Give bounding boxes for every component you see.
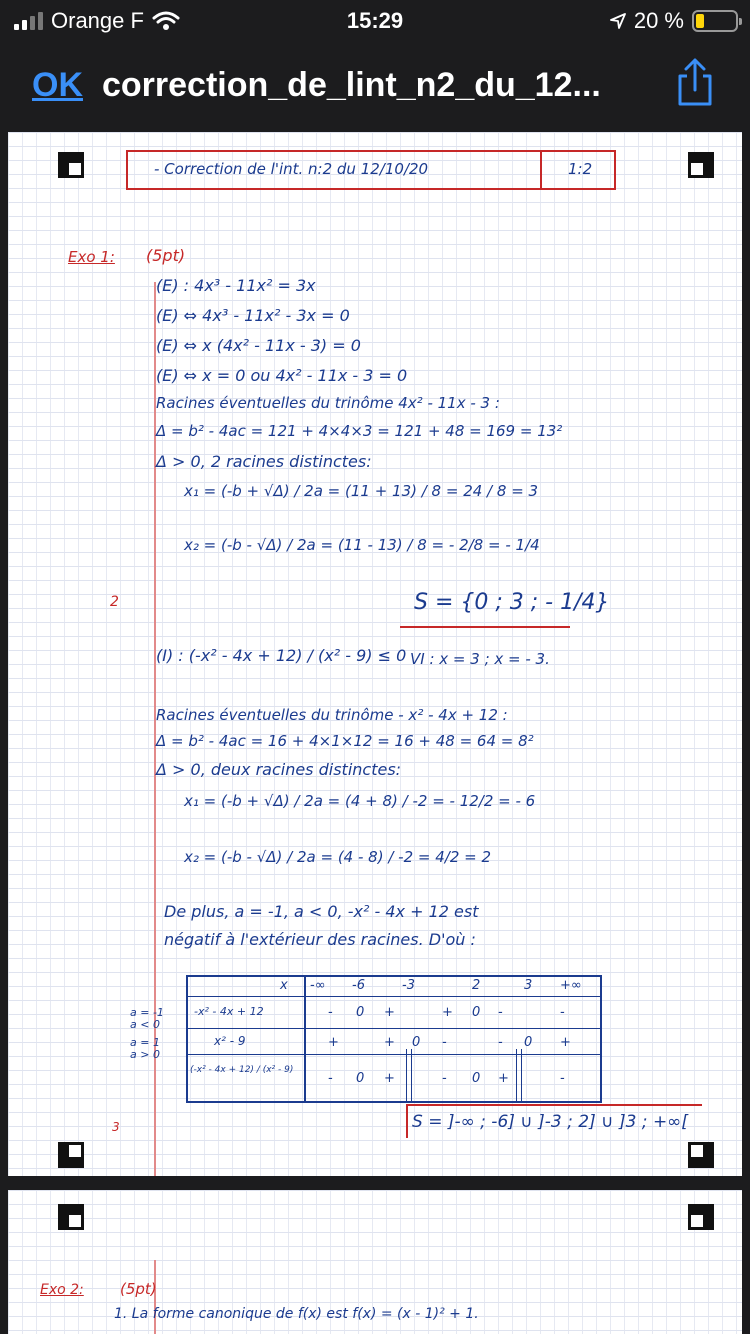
sign-cell: + — [560, 1035, 571, 1050]
sign-cell: - — [498, 1005, 503, 1020]
exo1-label: Exo 1: — [68, 248, 115, 266]
corner-marker-icon — [688, 1204, 714, 1230]
exo1-line-4: (E) ⇔ x = 0 ou 4x² - 11x - 3 = 0 — [156, 366, 408, 385]
header-divider — [540, 152, 542, 188]
status-right — [610, 8, 738, 34]
sign-cell: - — [442, 1071, 447, 1086]
ineq-delta: Δ = b² - 4ac = 16 + 4×1×12 = 16 + 48 = 64 = 8² — [156, 732, 534, 750]
sign-cell: - — [328, 1005, 333, 1020]
sign-cell: - — [560, 1071, 565, 1086]
ineq-root-x1: x₁ = (-b + √Δ) / 2a = (4 + 8) / -2 = - 12/2 = - 6 — [184, 792, 536, 810]
page-header-box — [126, 150, 616, 190]
margin-score-3: 3 — [112, 1120, 120, 1134]
sign-table-row-label: x² - 9 — [214, 1034, 246, 1048]
ineq-delta-positive: Δ > 0, deux racines distinctes: — [156, 760, 402, 779]
nav-bar — [0, 40, 750, 130]
battery-fill — [696, 14, 704, 28]
solution-box-top — [406, 1104, 702, 1106]
exo1-line-5: Racines éventuelles du trinôme 4x² - 11x - 3 : — [156, 394, 500, 412]
battery-icon — [692, 10, 738, 32]
sign-table-header-value: -3 — [402, 978, 415, 993]
ineq-line-6: négatif à l'extérieur des racines. D'où : — [164, 930, 476, 949]
sign-cell: 0 — [356, 1005, 365, 1020]
carrier-name: Orange F — [51, 8, 144, 33]
forbidden-value-bar — [406, 1049, 412, 1103]
ineq-line-5: De plus, a = -1, a < 0, -x² - 4x + 12 est — [164, 902, 479, 921]
ineq-forbidden-values: VI : x = 3 ; x = - 3. — [410, 650, 550, 668]
sign-cell: + — [442, 1005, 453, 1020]
sign-cell: - — [498, 1035, 503, 1050]
sign-cell: + — [384, 1005, 395, 1020]
exo1-line-2: (E) ⇔ 4x³ - 11x² - 3x = 0 — [156, 306, 350, 325]
exo1-line-1: (E) : 4x³ - 11x² = 3x — [156, 276, 316, 295]
sign-table-header-value: 3 — [524, 978, 533, 993]
exo2-points: (5pt) — [120, 1280, 157, 1298]
document-title: correction_de_lint_n2_du_12... — [102, 66, 601, 104]
margin-score-2: 2 — [110, 594, 119, 610]
exo1-delta: Δ = b² - 4ac = 121 + 4×4×3 = 121 + 48 = 169 = 13² — [156, 422, 563, 440]
exo1-points: (5pt) — [146, 246, 186, 265]
exo1-root-x2: x₂ = (-b - √Δ) / 2a = (11 - 13) / 8 = - 2/8 = - 1/4 — [184, 536, 540, 554]
exo2-line-1: 1. La forme canonique de f(x) est f(x) = (x - 1)² + 1. — [114, 1306, 479, 1322]
sign-cell: 0 — [356, 1071, 365, 1086]
sign-cell: + — [384, 1035, 395, 1050]
corner-marker-icon — [688, 152, 714, 178]
ineq-line-1: (I) : (-x² - 4x + 12) / (x² - 9) ≤ 0 — [156, 646, 407, 665]
sign-cell: + — [384, 1071, 395, 1086]
side-note: a = 1 — [130, 1036, 160, 1049]
solution-box-left — [406, 1104, 408, 1138]
sign-table-divider — [304, 977, 306, 1101]
sign-cell: 0 — [524, 1035, 533, 1050]
sign-cell: 0 — [472, 1071, 481, 1086]
status-time: 15:29 — [346, 8, 404, 33]
pdf-page-1[interactable] — [8, 132, 742, 1176]
forbidden-value-bar — [516, 1049, 522, 1103]
pdf-page-2[interactable] — [8, 1190, 742, 1334]
sign-cell: 0 — [472, 1005, 481, 1020]
side-note: a = -1 — [130, 1006, 164, 1019]
corner-marker-icon — [58, 1142, 84, 1168]
sign-cell: - — [442, 1035, 447, 1050]
sign-cell: - — [560, 1005, 565, 1020]
header-page-number: 1:2 — [568, 160, 593, 178]
sign-table-header-value: -6 — [352, 978, 365, 993]
sign-cell: + — [328, 1035, 339, 1050]
ineq-solution: S = ]-∞ ; -6] ∪ ]-3 ; 2] ∪ ]3 ; +∞[ — [412, 1112, 688, 1132]
side-note: a > 0 — [130, 1048, 160, 1061]
sign-table-row-label: -x² - 4x + 12 — [194, 1005, 264, 1018]
ineq-root-x2: x₂ = (-b - √Δ) / 2a = (4 - 8) / -2 = 4/2 = 2 — [184, 848, 492, 866]
sign-table-header-value: 2 — [472, 978, 481, 993]
corner-marker-icon — [58, 1204, 84, 1230]
exo1-root-x1: x₁ = (-b + √Δ) / 2a = (11 + 13) / 8 = 24 / 8 = 3 — [184, 482, 539, 500]
corner-marker-icon — [58, 152, 84, 178]
sign-cell: 0 — [412, 1035, 421, 1050]
sign-table-header-value: +∞ — [560, 978, 582, 993]
ok-button[interactable]: OK — [32, 66, 83, 104]
exo1-line-3: (E) ⇔ x (4x² - 11x - 3) = 0 — [156, 336, 361, 355]
sign-cell: - — [328, 1071, 333, 1086]
exo1-delta-positive: Δ > 0, 2 racines distinctes: — [156, 452, 372, 471]
battery-percent: 20 % — [633, 8, 684, 33]
sign-cell: + — [498, 1071, 509, 1086]
page-gap — [0, 1176, 750, 1190]
share-icon[interactable] — [672, 56, 718, 108]
status-bar — [0, 0, 750, 40]
sign-table-header-x: x — [280, 978, 288, 993]
location-arrow-icon — [610, 13, 626, 29]
exo2-label: Exo 2: — [40, 1282, 84, 1298]
sign-table — [186, 975, 602, 1103]
sign-table-header-value: -∞ — [310, 978, 326, 993]
sign-table-row-label: (-x² - 4x + 12) / (x² - 9) — [190, 1065, 294, 1075]
side-note: a < 0 — [130, 1018, 160, 1031]
header-title: - Correction de l'int. n:2 du 12/10/20 — [154, 160, 429, 178]
solution-underline — [400, 626, 570, 628]
ineq-line-2: Racines éventuelles du trinôme - x² - 4x + 12 : — [156, 706, 508, 724]
sign-table-header-row — [188, 977, 600, 997]
exo1-solution: S = {0 ; 3 ; - 1/4} — [414, 590, 610, 615]
corner-marker-icon — [688, 1142, 714, 1168]
